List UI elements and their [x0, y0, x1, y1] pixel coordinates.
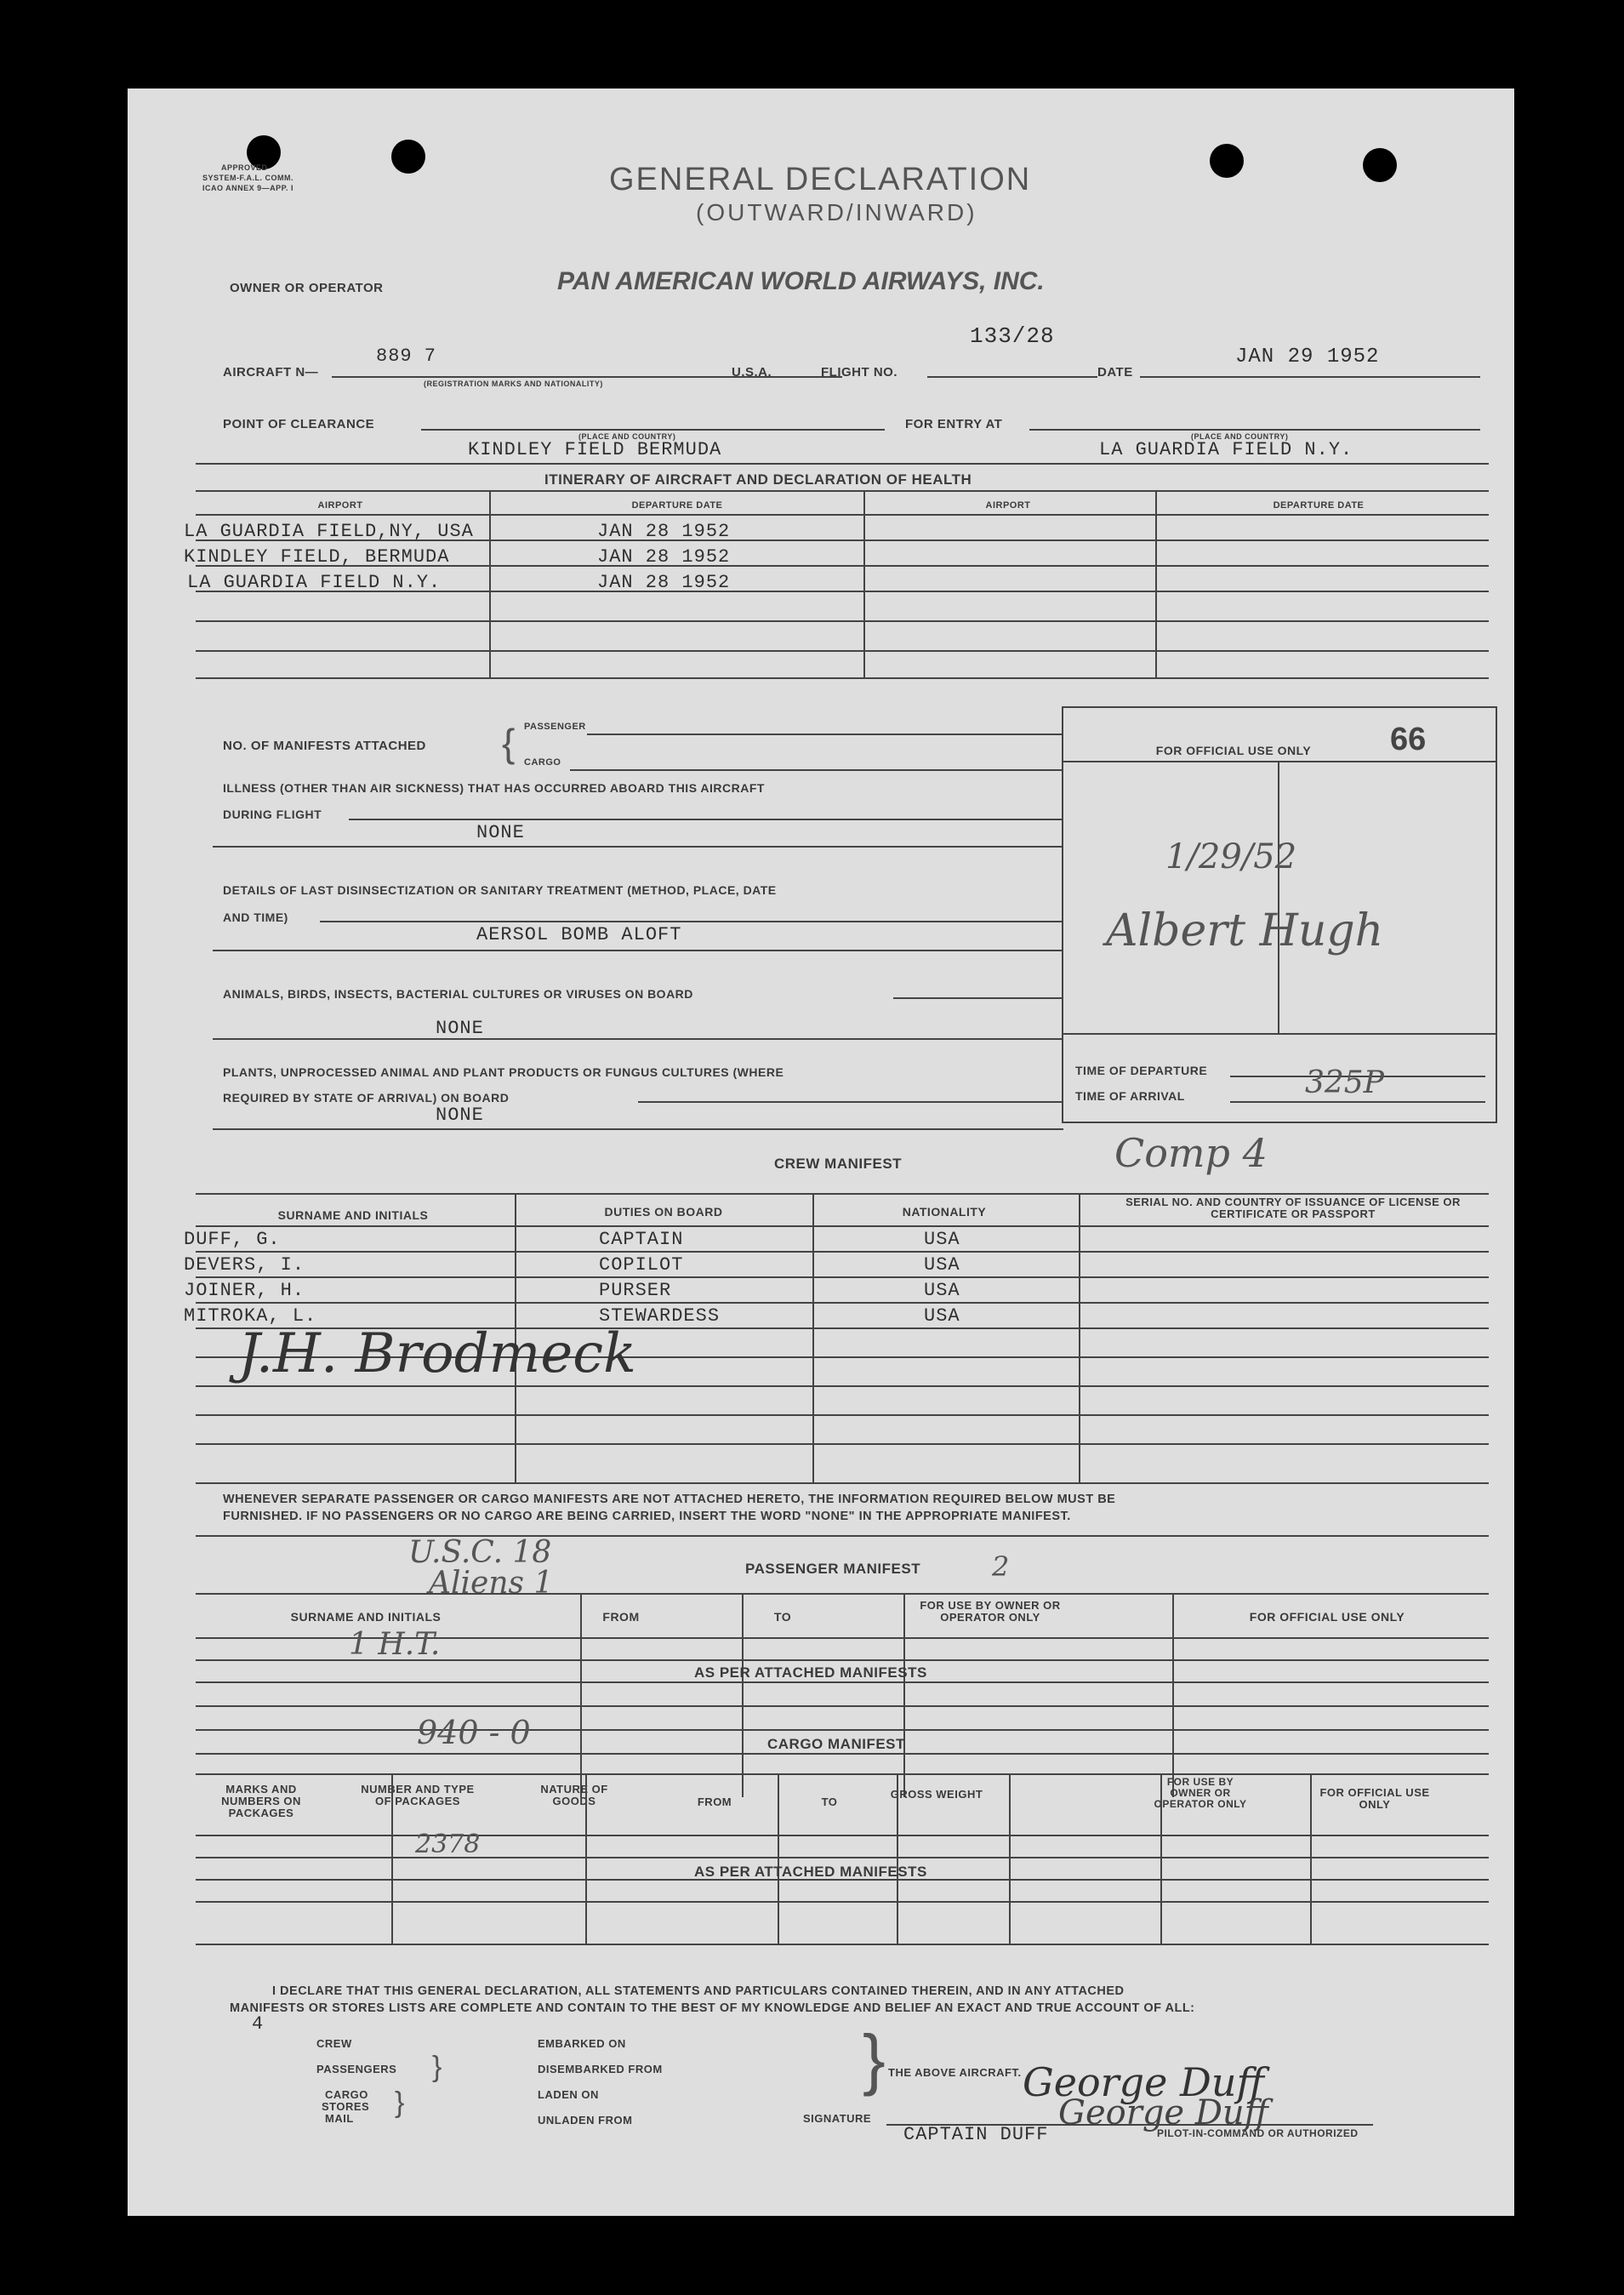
- manifests-label: NO. OF MANIFESTS ATTACHED: [223, 739, 426, 753]
- mail-label: MAIL: [325, 2112, 354, 2125]
- cargo-label: CARGO: [325, 2088, 368, 2101]
- illness-label: DURING FLIGHT: [223, 808, 322, 821]
- declaration-text: I DECLARE THAT THIS GENERAL DECLARATION, ALL STATEMENTS AND PARTICULARS CONTAINED THEREIN, AND IN ANY ATTACHED: [272, 1984, 1125, 1998]
- disinsect-label: DETAILS OF LAST DISINSECTIZATION OR SANITARY TREATMENT (METHOD, PLACE, DATE: [223, 883, 777, 897]
- stores-label: STORES: [322, 2100, 370, 2113]
- crew-nationality: USA: [924, 1229, 960, 1250]
- itinerary-header: AIRPORT: [985, 500, 1031, 511]
- itinerary-header: DEPARTURE DATE: [1273, 500, 1365, 511]
- official-hand-date: 1/29/52: [1165, 837, 1297, 876]
- plants-value: NONE: [436, 1105, 484, 1126]
- cargo-title: CARGO MANIFEST: [767, 1736, 905, 1752]
- approval-line: APPROVED: [221, 163, 268, 172]
- cargo-note: AS PER ATTACHED MANIFESTS: [694, 1864, 927, 1880]
- crew-nationality: USA: [924, 1280, 960, 1301]
- approval-line: SYSTEM-F.A.L. COMM.: [202, 174, 293, 182]
- official-number: 66: [1390, 722, 1427, 757]
- above-aircraft-label: THE ABOVE AIRCRAFT.: [888, 2066, 1022, 2079]
- passenger-header: SURNAME AND INITIALS: [290, 1610, 442, 1624]
- owner-value: PAN AMERICAN WORLD AIRWAYS, INC.: [557, 267, 1045, 295]
- disinsect-value: AERSOL BOMB ALOFT: [476, 924, 682, 945]
- crew-hand-note: Comp 4: [1114, 1130, 1268, 1176]
- date-value: JAN 29 1952: [1235, 345, 1380, 368]
- crew-header: NATIONALITY: [902, 1205, 987, 1219]
- captain-hand-signature: George Duff: [1023, 2059, 1265, 2105]
- itinerary-header: AIRPORT: [317, 500, 363, 511]
- place-note: (PLACE AND COUNTRY): [578, 432, 676, 441]
- punch-hole: [1363, 148, 1397, 182]
- captain-hand-signature: George Duff: [1058, 2093, 1268, 2132]
- usa-label: U.S.A.: [732, 365, 772, 380]
- notice-line: FURNISHED. IF NO PASSENGERS OR NO CARGO ARE BEING CARRIED, INSERT THE WORD "NONE" IN THE APPROPRIATE MANIFEST.: [223, 1510, 1071, 1523]
- laden-label: LADEN ON: [538, 2088, 599, 2101]
- cargo-header: FOR OFFICIAL USE ONLY: [1319, 1786, 1430, 1811]
- page-subtitle: (OUTWARD/INWARD): [696, 199, 977, 226]
- unladen-label: UNLADEN FROM: [538, 2114, 633, 2127]
- passenger-header: FOR OFFICIAL USE ONLY: [1249, 1610, 1405, 1624]
- passenger-header: TO: [773, 1610, 792, 1624]
- flight-value: 133/28: [970, 323, 1055, 349]
- passenger-title: PASSENGER MANIFEST: [745, 1561, 921, 1577]
- place-note: (PLACE AND COUNTRY): [1191, 432, 1289, 441]
- crew-name: DEVERS, I.: [184, 1254, 305, 1276]
- illness-label: ILLNESS (OTHER THAN AIR SICKNESS) THAT HAS OCCURRED ABOARD THIS AIRCRAFT: [223, 781, 765, 795]
- owner-label: OWNER OR OPERATOR: [230, 281, 384, 295]
- declaration-text: MANIFESTS OR STORES LISTS ARE COMPLETE AND CONTAIN TO THE BEST OF MY KNOWLEDGE AND BELIEF AN EXACT AND TRUE ACCOUNT OF ALL:: [230, 2001, 1195, 2015]
- crew-name: DUFF, G.: [184, 1229, 281, 1250]
- punch-hole: [1210, 144, 1244, 178]
- passenger-header: FROM: [602, 1610, 640, 1624]
- aircraft-value: 889 7: [376, 345, 437, 367]
- clearance-value: KINDLEY FIELD BERMUDA: [468, 439, 722, 460]
- flight-label: FLIGHT NO.: [821, 365, 897, 380]
- notice-line: WHENEVER SEPARATE PASSENGER OR CARGO MANIFESTS ARE NOT ATTACHED HERETO, THE INFORMATION REQUIRED BELOW MUST BE: [223, 1493, 1116, 1506]
- crew-header: SERIAL NO. AND COUNTRY OF ISSUANCE OF LICENSE OR CERTIFICATE OR PASSPORT: [1125, 1196, 1461, 1220]
- animals-label: ANIMALS, BIRDS, INSECTS, BACTERIAL CULTURES OR VIRUSES ON BOARD: [223, 987, 693, 1001]
- plants-label: PLANTS, UNPROCESSED ANIMAL AND PLANT PRODUCTS OR FUNGUS CULTURES (WHERE: [223, 1065, 784, 1079]
- cargo-header: NATURE OF GOODS: [540, 1783, 608, 1807]
- crew-duty: COPILOT: [599, 1254, 684, 1276]
- arrival-label: TIME OF ARRIVAL: [1075, 1089, 1185, 1103]
- cargo-hand-note: 940 - 0: [417, 1714, 531, 1751]
- crew-header: DUTIES ON BOARD: [604, 1205, 723, 1219]
- punch-hole: [391, 140, 425, 174]
- passenger-hand-note: U.S.C. 18: [408, 1535, 552, 1570]
- cargo-hand-note: 2378: [415, 1830, 481, 1859]
- itinerary-header: DEPARTURE DATE: [631, 500, 723, 511]
- signature-label: SIGNATURE: [803, 2112, 872, 2125]
- itinerary-date: JAN 28 1952: [597, 572, 731, 593]
- crew-name: JOINER, H.: [184, 1280, 305, 1301]
- reg-note: (REGISTRATION MARKS AND NATIONALITY): [424, 380, 603, 388]
- plants-label: REQUIRED BY STATE OF ARRIVAL) ON BOARD: [223, 1091, 510, 1105]
- cargo-header: FROM: [697, 1795, 732, 1808]
- declaration-form: APPROVED SYSTEM-F.A.L. COMM. ICAO ANNEX 9—APP. I GENERAL DECLARATION (OUTWARD/INWARD) OWNER OR OPERATOR PAN AMERICAN WORLD AIRWAYS, INC. AIRCRAFT N— 889 7 (REGISTRATION MARKS AND NATIONALITY) U.S.A. FLIGHT NO. 133/28 DATE JAN 29 1952 POINT OF CLEARANCE (PLACE AND COUNTRY) KINDLEY FIELD BERMUDA FOR ENTRY AT (PLACE AND COUNTRY) LA GUARDIA FIELD N.Y. ITINERARY OF AIRCRAFT AND DECLARATION OF HEALTH AIRPORT DEPARTURE DATE AIRPORT DEPARTURE DATE LA GUARDIA FIELD,NY, USA JAN 28 1952 KINDLEY FIELD, BERMUDA JAN 28 1952 LA GUARDIA FIELD N.Y. JAN 28 1952 NO. OF MANIFESTS ATTACHED { PASSENGER CARGO ILLNESS (OTHER THAN AIR SICKNESS) THAT HAS OCCURRED ABOARD THIS AIRCRAFT DURING FLIGHT NONE DETAILS OF LAST DISINSECTIZATION OR SANITARY TREATMENT (METHOD, PLACE, DATE AND TIME) AERSOL BOMB ALOFT ANIMALS, BIRDS, INSECTS, BACTERIAL CULTURES OR VIRUSES ON BOARD NONE PLANTS, UNPROCESSED ANIMAL AND PLANT PRODUCTS OR FUNGUS CULTURES (WHERE REQUIRED BY STATE OF ARRIVAL) ON BOARD NONE FOR OFFICIAL USE ONLY 66 1/29/52 Albert Hugh TIME OF DEPARTURE TIME OF ARRIVAL 325P Comp 4 CREW MANIFEST SURNAME AND INITIALS DUTIES ON BOARD NATIONALITY SERIAL NO. AND COUNTRY OF ISSUANCE OF LICENSE OR CERTIFICATE OR PASSPORT DUFF, G. CAPTAIN USA DEVERS, I. COPILOT USA JOINER, H. PURSER USA MITROKA, L. STEWARDESS USA J.H. Brodmeck WHENEVER SEPARATE PASSENGER OR CARGO MANIFESTS ARE NOT ATTACHED HERETO, THE INFORMATION REQUIRED BELOW MUST BE FURNISHED. IF NO PASSENGERS OR NO CARGO ARE BEING CARRIED, INSERT THE WORD "NONE" IN THE APPROPRIATE MANIFEST. U.S.C. 18 Aliens 1 PASSENGER MANIFEST 2 SURNAME AND INITIALS FROM TO FOR USE BY OWNER OR OPERATOR ONLY FOR OFFICIAL USE ONLY 1 H.T. AS PER ATTACHED MANIFESTS 940 - 0 CARGO MANIFEST MARKS AND NUMBERS ON PACKAGES NUMBER AND TYPE OF PACKAGES NATURE OF GOODS FROM TO GROSS WEIGHT FOR USE BY OWNER OR OPERATOR ONLY FOR OFFICIAL USE ONLY 2378 AS PER ATTACHED MANIFESTS I DECLARE THAT THIS GENERAL DECLARATION, ALL STATEMENTS AND PARTICULARS CONTAINED THEREIN, AND IN ANY ATTACHED MANIFESTS OR STORES LISTS ARE COMPLETE AND CONTAIN TO THE BEST OF MY KNOWLEDGE AND BELIEF AN EXACT AND TRUE ACCOUNT OF ALL: 4 CREW PASSENGERS CARGO STORES MAIL } } EMBARKED ON DISEMBARKED FROM LADEN ON UNLADEN FROM } THE ABOVE AIRCRAFT. George Duff George Duff SIGNATURE CAPTAIN DUFF PILOT-IN-COMMAND OR AUTHORIZED: [128, 88, 1514, 2216]
- itinerary-airport: LA GUARDIA FIELD N.Y.: [187, 572, 442, 593]
- itinerary-airport: KINDLEY FIELD, BERMUDA: [184, 546, 450, 568]
- manifest-passenger-label: PASSENGER: [524, 722, 586, 732]
- disinsect-label: AND TIME): [223, 911, 288, 924]
- animals-value: NONE: [436, 1018, 484, 1039]
- approval-line: ICAO ANNEX 9—APP. I: [202, 184, 294, 192]
- illness-value: NONE: [476, 822, 525, 843]
- crew-nationality: USA: [924, 1305, 960, 1327]
- passenger-hand-note: 1 H.T.: [349, 1627, 441, 1662]
- pilot-label: PILOT-IN-COMMAND OR AUTHORIZED: [1157, 2127, 1359, 2139]
- official-hand-signature: Albert Hugh: [1106, 905, 1384, 956]
- arrival-value: 325P: [1305, 1065, 1384, 1100]
- cargo-header: GROSS WEIGHT: [890, 1788, 983, 1801]
- date-label: DATE: [1097, 365, 1133, 380]
- crew-count: 4: [252, 2013, 265, 2035]
- crew-label: CREW: [316, 2037, 352, 2050]
- passenger-hand-note: 2: [992, 1550, 1010, 1583]
- disembarked-label: DISEMBARKED FROM: [538, 2063, 663, 2075]
- official-use-label: FOR OFFICIAL USE ONLY: [1155, 744, 1312, 757]
- itinerary-airport: LA GUARDIA FIELD,NY, USA: [184, 521, 474, 542]
- crew-name: MITROKA, L.: [184, 1305, 317, 1327]
- signer-name: CAPTAIN DUFF: [903, 2124, 1049, 2145]
- cargo-header: FOR USE BY OWNER OR OPERATOR ONLY: [1154, 1776, 1247, 1810]
- manifest-cargo-label: CARGO: [524, 757, 561, 768]
- itinerary-title: ITINERARY OF AIRCRAFT AND DECLARATION OF HEALTH: [544, 471, 972, 488]
- crew-duty: STEWARDESS: [599, 1305, 721, 1327]
- page-title: GENERAL DECLARATION: [609, 162, 1032, 197]
- aircraft-label: AIRCRAFT N—: [223, 365, 319, 380]
- passengers-label: PASSENGERS: [316, 2063, 397, 2075]
- crew-duty: CAPTAIN: [599, 1229, 684, 1250]
- itinerary-date: JAN 28 1952: [597, 546, 731, 568]
- cargo-header: MARKS AND NUMBERS ON PACKAGES: [221, 1783, 301, 1819]
- embarked-label: EMBARKED ON: [538, 2037, 626, 2050]
- passenger-hand-note: Aliens 1: [429, 1566, 554, 1601]
- entry-label: FOR ENTRY AT: [905, 417, 1003, 431]
- cargo-header: TO: [821, 1795, 838, 1808]
- crew-title: CREW MANIFEST: [774, 1156, 903, 1172]
- crew-nationality: USA: [924, 1254, 960, 1276]
- entry-value: LA GUARDIA FIELD N.Y.: [1099, 439, 1353, 460]
- crew-duty: PURSER: [599, 1280, 672, 1301]
- passenger-note: AS PER ATTACHED MANIFESTS: [694, 1664, 927, 1681]
- crew-hand-signature: J.H. Brodmeck: [238, 1322, 636, 1385]
- itinerary-date: JAN 28 1952: [597, 521, 731, 542]
- clearance-label: POINT OF CLEARANCE: [223, 417, 375, 431]
- cargo-header: NUMBER AND TYPE OF PACKAGES: [361, 1783, 475, 1807]
- passenger-header: FOR USE BY OWNER OR OPERATOR ONLY: [920, 1599, 1061, 1624]
- crew-header: SURNAME AND INITIALS: [277, 1208, 429, 1222]
- departure-label: TIME OF DEPARTURE: [1075, 1064, 1208, 1077]
